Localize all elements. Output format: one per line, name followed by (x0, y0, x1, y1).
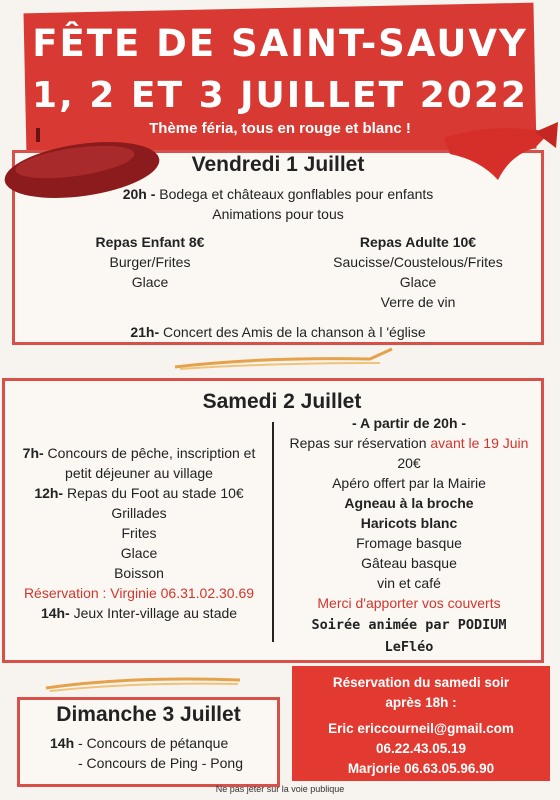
event-dates: 1, 2 ET 3 JUILLET 2022 (32, 75, 528, 116)
saturday-left-line: 14h- Jeux Inter-village au stade (40, 605, 238, 621)
friday-line1: 20h - Bodega et châteaux gonflables pour enfants (122, 186, 434, 202)
reservation-box (292, 666, 550, 781)
soiree-line1: Soirée animée par PODIUM (311, 617, 507, 633)
saturday-left-line: 7h- Concours de pêche, inscription et (22, 445, 256, 461)
reservation-contact: 06.22.43.05.19 (375, 741, 467, 756)
saturday-left-line: petit déjeuner au village (65, 465, 213, 481)
friday-line2: Animations pour tous (212, 206, 344, 222)
sunday-line2: - Concours de Ping - Pong (78, 755, 243, 771)
saturday-dish: Agneau à la broche (344, 495, 474, 511)
theme-text: Thème féria, tous en rouge et blanc ! (149, 120, 411, 137)
kids-item: Burger/Frites (109, 254, 191, 270)
scarf-icon (440, 120, 560, 200)
saturday-left-line: 12h- Repas du Foot au stade 10€ (34, 485, 244, 501)
saturday-heading: Samedi 2 Juillet (202, 390, 362, 413)
saturday-left-item: Boisson (114, 565, 164, 581)
reservation-line: après 18h : (385, 695, 457, 710)
saturday-left (8, 443, 270, 623)
saturday-item: Gâteau basque (361, 555, 457, 571)
adult-item: Glace (399, 274, 437, 290)
saturday-left-item: Grillades (111, 505, 167, 521)
saturday-from: - A partir de 20h - (351, 415, 467, 431)
adult-item: Verre de vin (380, 294, 456, 310)
soiree-line2: LeFléo (384, 639, 434, 655)
friday-heading: Vendredi 1 Juillet (191, 153, 365, 176)
saturday-item: Fromage basque (356, 535, 462, 551)
reservation-line: Réservation du samedi soir (332, 675, 510, 690)
sunday-heading: Dimanche 3 Juillet (56, 703, 241, 726)
kids-menu-title: Repas Enfant 8€ (95, 234, 205, 250)
friday-concert: 21h- Concert des Amis de la chanson à l 'église (130, 324, 426, 340)
saturday-left-item: Glace (120, 545, 158, 561)
sunday-line1: 14h - Concours de pétanque (50, 735, 229, 751)
saturday-apero: Apéro offert par la Mairie (332, 475, 486, 491)
adult-item: Saucisse/Coustelous/Frites (333, 254, 503, 270)
saturday-item: vin et café (377, 575, 441, 591)
cutlery-note: Merci d'apporter vos couverts (317, 595, 501, 611)
kids-menu (70, 232, 230, 292)
kids-item: Glace (131, 274, 169, 290)
beret-icon (0, 118, 175, 208)
virginie-reservation: Réservation : Virginie 06.31.02.30.69 (23, 585, 255, 601)
swoosh-divider (170, 345, 400, 373)
saturday-meal: Repas sur réservation avant le 19 Juin (289, 435, 529, 451)
saturday-price: 20€ (397, 455, 421, 471)
saturday-left-item: Frites (121, 525, 157, 541)
reservation-contact: Marjorie 06.63.05.96.90 (347, 761, 495, 776)
column-divider (272, 422, 274, 642)
footer-note: Ne pas jeter sur la voie publique (215, 784, 345, 794)
event-title: FÊTE DE SAINT-SAUVY (32, 22, 528, 65)
reservation-contact: Eric ericcourneil@gmail.com (328, 721, 514, 736)
swoosh-divider (40, 670, 250, 694)
saturday-right (278, 413, 540, 657)
adult-menu-title: Repas Adulte 10€ (359, 234, 477, 250)
saturday-dish: Haricots blanc (360, 515, 458, 531)
adult-menu (318, 232, 518, 312)
